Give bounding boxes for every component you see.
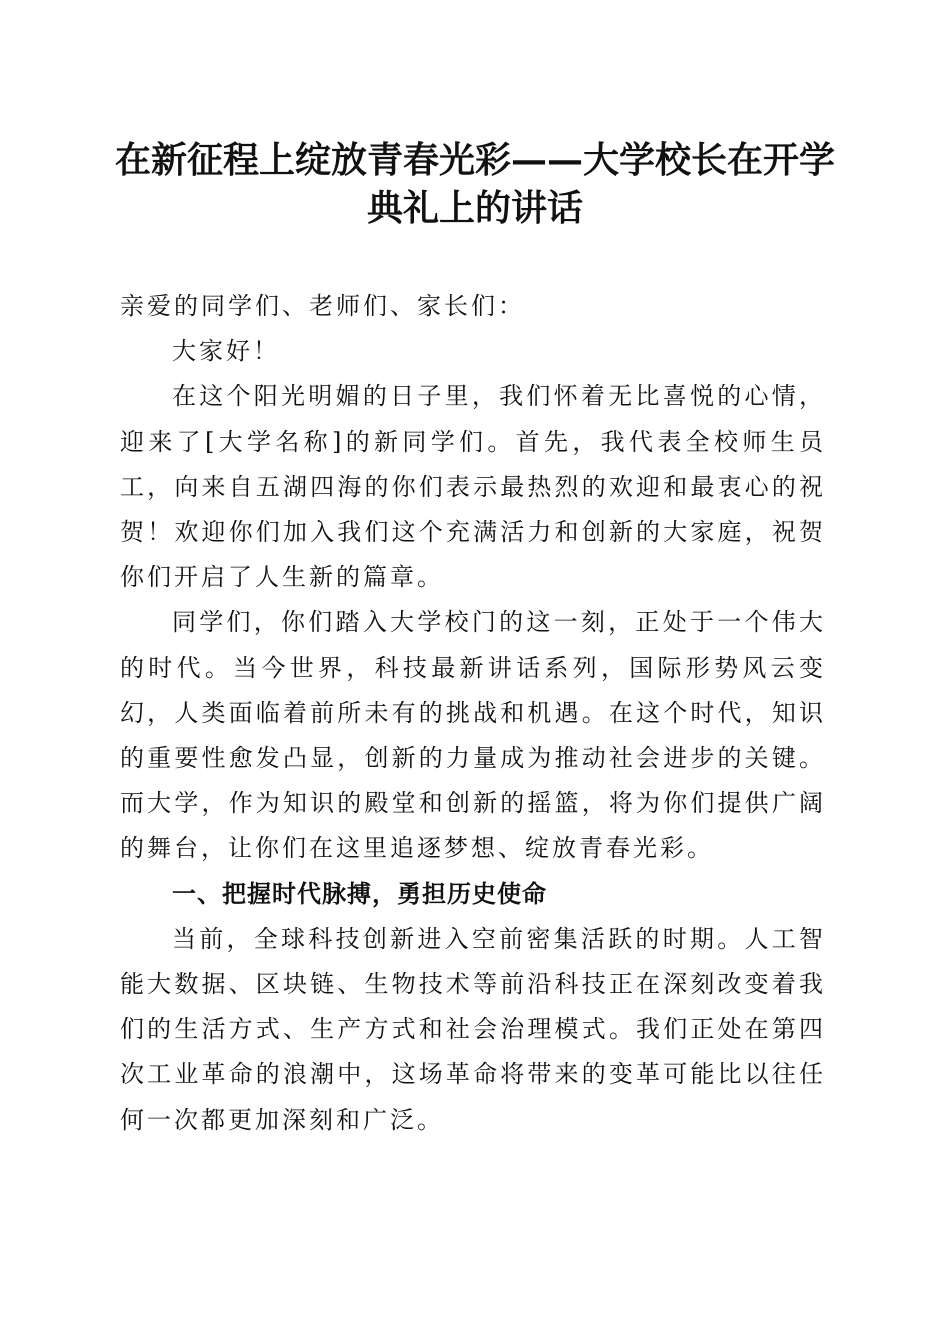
paragraph-technology: 当前，全球科技创新进入空前密集活跃的时期。人工智能大数据、区块链、生物技术等前沿科技正在深刻改变着我们的生活方式、生产方式和社会治理模式。我们正处在第四次工业革命的浪潮中，这场革命将带来的变革可能比以往任何一次都更加深刻和广泛。 [120, 924, 826, 1134]
document-title: 在新征程上绽放青春光彩——大学校长在开学典礼上的讲话 [114, 139, 835, 229]
salutation: 亲爱的同学们、老师们、家长们： [120, 292, 525, 320]
paragraph-welcome: 在这个阳光明媚的日子里，我们怀着无比喜悦的心情，迎来了[大学名称]的新同学们。首先，我代表全校师生员工，向来自五湖四海的你们表示最热烈的欢迎和最衷心的祝贺！欢迎你们加入我们这个充满活力和创新的大家庭，祝贺你们开启了人生新的篇章。 [120, 382, 826, 592]
greeting: 大家好！ [172, 337, 280, 366]
document-body [120, 284, 826, 1143]
section-heading: 一、把握时代脉搏，勇担历史使命 [172, 879, 547, 908]
paragraph-era: 同学们，你们踏入大学校门的这一刻，正处于一个伟大的时代。当今世界，科技最新讲话系列，国际形势风云变幻，人类面临着前所未有的挑战和机遇。在这个时代，知识的重要性愈发凸显，创新的力量成为推动社会进步的关键。而大学，作为知识的殿堂和创新的摇篮，将为你们提供广阔的舞台，让你们在这里追逐梦想、绽放青春光彩。 [120, 608, 826, 863]
